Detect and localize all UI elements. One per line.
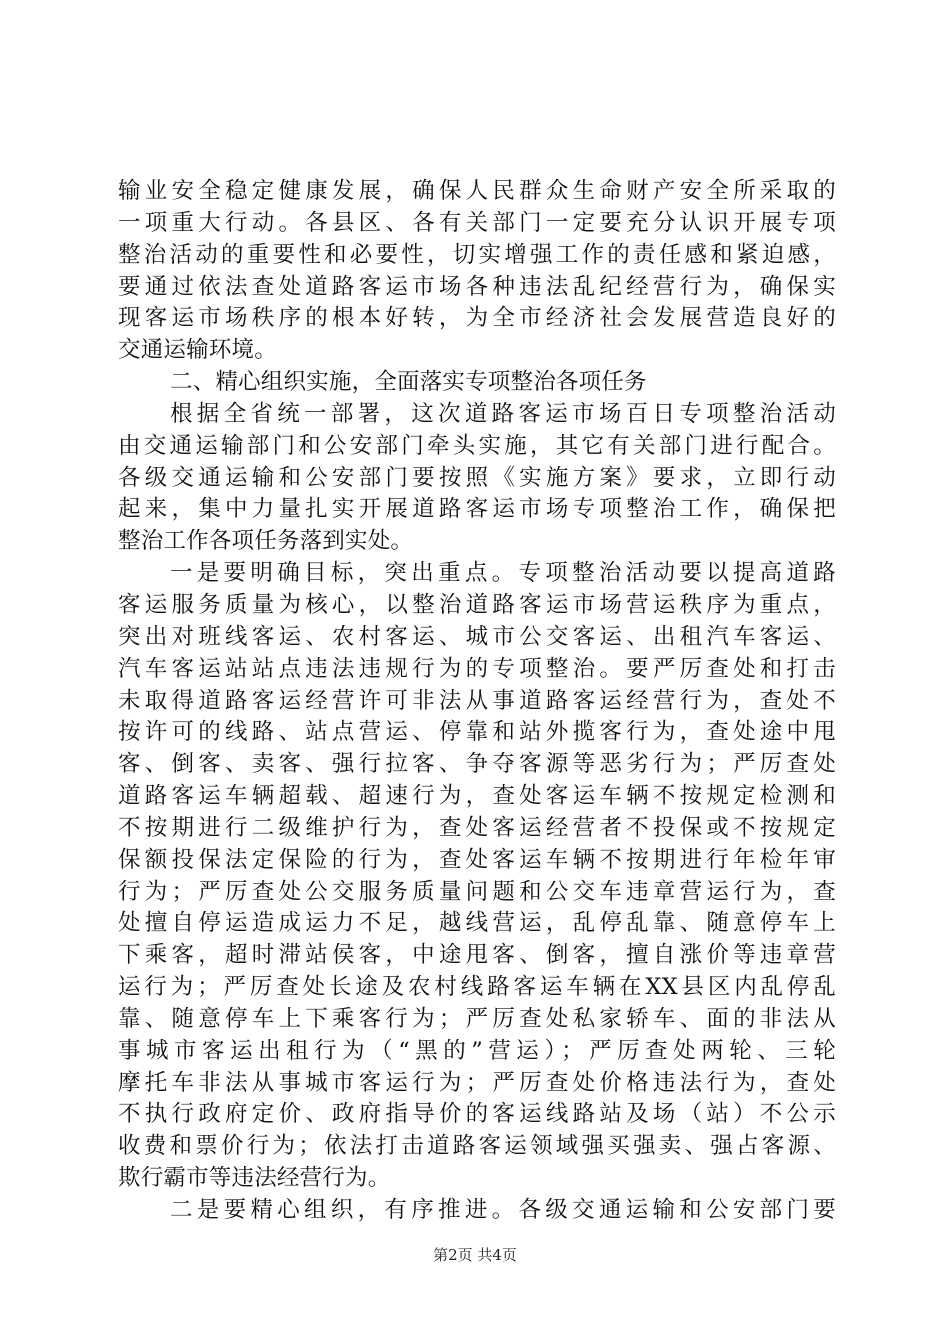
text-line: 客运服务质量为核心，以整治道路客运市场营运秩序为重点， — [118, 591, 836, 618]
text-line: 二、精心组织实施，全面落实专项整治各项任务 — [170, 369, 647, 396]
text-line: 一是要明确目标，突出重点。专项整治活动要以提高道路 — [170, 560, 836, 587]
text-line: 突出对班线客运、农村客运、城市公交客运、出租汽车客运、 — [118, 623, 836, 650]
text-line: 二是要精心组织，有序推进。各级交通运输和公安部门要 — [170, 1197, 836, 1223]
text-line: 要通过依法查处道路客运市场各种违法乱纪经营行为，确保实 — [118, 273, 836, 300]
text-line: 行为；严厉查处公交服务质量问题和公交车违章营运行为，查 — [118, 878, 836, 905]
text-line: 不按期进行二级维护行为，查处客运经营者不投保或不按规定 — [118, 814, 836, 841]
text-line: 不执行政府定价、政府指导价的客运线路站及场（站）不公示 — [118, 1101, 836, 1128]
text-line: 按许可的线路、站点营运、停靠和站外揽客行为，查处途中甩 — [118, 719, 836, 746]
text-line: 摩托车非法从事城市客运行为；严厉查处价格违法行为，查处 — [118, 1069, 836, 1096]
text-line: 保额投保法定保险的行为，查处客运车辆不按期进行年检年审 — [118, 846, 836, 873]
text-line: 起来，集中力量扎实开展道路客运市场专项整治工作，确保把 — [118, 496, 836, 523]
text-line: 下乘客，超时滞站侯客，中途甩客、倒客，擅自涨价等违章营 — [118, 942, 836, 969]
text-line: 整治工作各项任务落到实处。 — [118, 528, 414, 555]
page-number-footer: 第2页 共4页 — [433, 1246, 517, 1264]
text-line: 靠、随意停车上下乘客行为；严厉查处私家轿车、面的非法从 — [118, 1005, 836, 1032]
text-line: 各级交通运输和公安部门要按照《实施方案》要求，立即行动 — [118, 464, 836, 491]
text-line: 由交通运输部门和公安部门牵头实施，其它有关部门进行配合。 — [118, 432, 836, 459]
text-line: 汽车客运站站点违法违规行为的专项整治。要严厉查处和打击 — [118, 655, 836, 682]
text-line: 客、倒客、卖客、强行拉客、争夺客源等恶劣行为；严厉查处 — [118, 751, 836, 778]
document-body — [118, 176, 836, 1227]
text-line: 根据全省统一部署，这次道路客运市场百日专项整治活动 — [170, 400, 836, 427]
text-line: 整治活动的重要性和必要性，切实增强工作的责任感和紧迫感， — [118, 241, 836, 268]
text-line: 未取得道路客运经营许可非法从事道路客运经营行为，查处不 — [118, 687, 836, 714]
text-line: 道路客运车辆超载、超速行为，查处客运车辆不按规定检测和 — [118, 783, 836, 810]
text-line: 交通运输环境。 — [118, 337, 277, 364]
text-line: 现客运市场秩序的根本好转，为全市经济社会发展营造良好的 — [118, 305, 836, 332]
text-line: 欺行霸市等违法经营行为。 — [118, 1165, 391, 1192]
text-line: 处擅自停运造成运力不足，越线营运，乱停乱靠、随意停车上 — [118, 910, 836, 937]
text-line: 输业安全稳定健康发展，确保人民群众生命财产安全所采取的 — [118, 178, 836, 204]
text-line: 运行为；严厉查处长途及农村线路客运车辆在XX县区内乱停乱 — [118, 974, 836, 1001]
text-line: 一项重大行动。各县区、各有关部门一定要充分认识开展专项 — [118, 209, 836, 236]
text-line: 事城市客运出租行为（“黑的”营运）；严厉查处两轮、三轮 — [118, 1037, 836, 1064]
text-line: 收费和票价行为；依法打击道路客运领域强买强卖、强占客源、 — [118, 1133, 836, 1160]
